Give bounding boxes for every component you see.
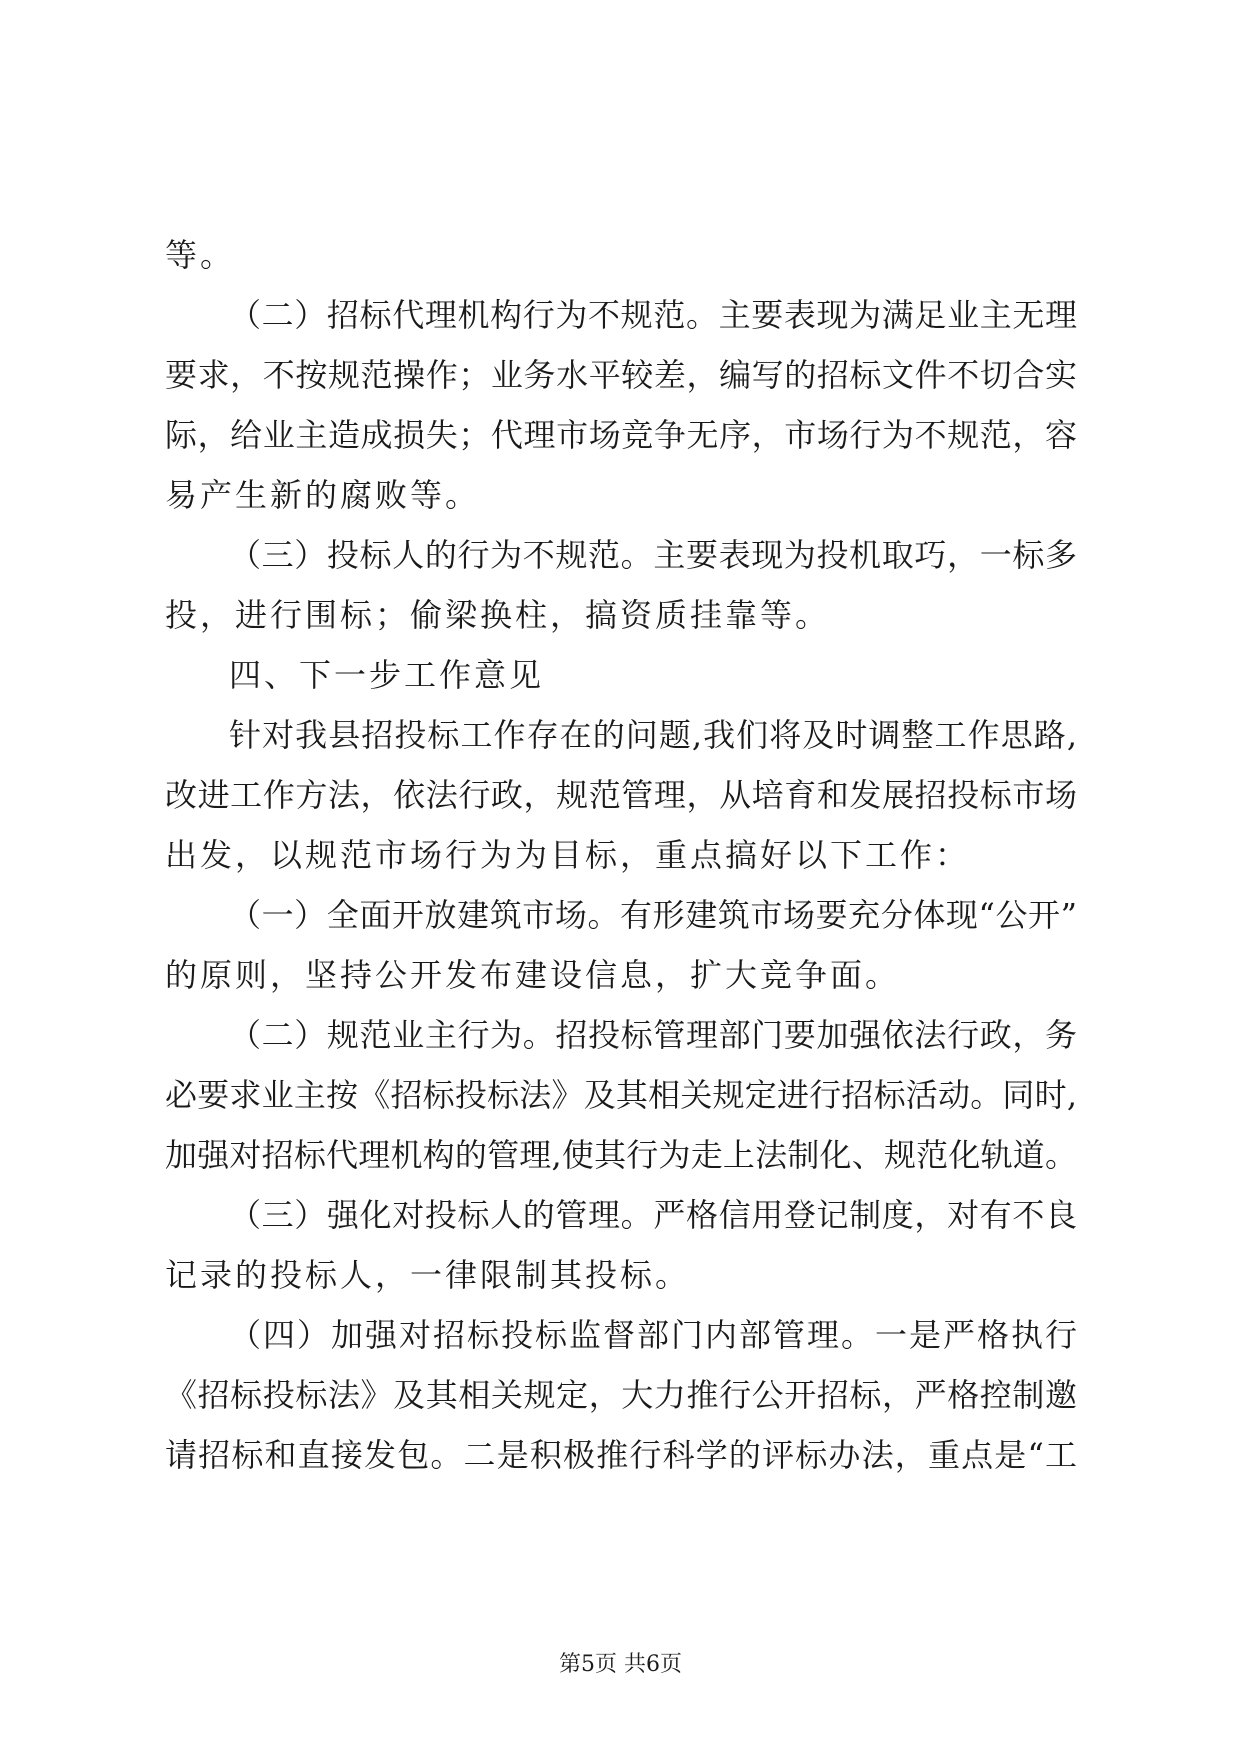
text-line: 记录的投标人，一律限制其投标。 xyxy=(165,1256,691,1294)
text-line: （二）招标代理机构行为不规范。主要表现为满足业主无理 xyxy=(229,296,1077,334)
text-line: （三）投标人的行为不规范。主要表现为投机取巧，一标多 xyxy=(229,536,1077,574)
text-line: （二）规范业主行为。招投标管理部门要加强依法行政，务 xyxy=(229,1016,1077,1054)
page-number-label: 第5页 共6页 xyxy=(559,1652,682,1677)
text-line: 《招标投标法》及其相关规定，大力推行公开招标，严格控制邀 xyxy=(165,1376,1077,1414)
section-heading: 四、下一步工作意见 xyxy=(229,656,545,694)
text-line: 出发，以规范市场行为为目标，重点搞好以下工作： xyxy=(165,836,971,874)
text-line: 加强对招标代理机构的管理,使其行为走上法制化、规范化轨道。 xyxy=(165,1136,1077,1174)
text-line: （三）强化对投标人的管理。严格信用登记制度，对有不良 xyxy=(229,1196,1077,1234)
text-line: 际，给业主造成损失；代理市场竞争无序，市场行为不规范，容 xyxy=(165,416,1077,454)
text-line: 针对我县招投标工作存在的问题,我们将及时调整工作思路, xyxy=(229,716,1077,754)
text-line: 的原则，坚持公开发布建设信息，扩大竞争面。 xyxy=(165,956,901,994)
text-line: 投，进行围标；偷梁换柱，搞资质挂靠等。 xyxy=(165,596,831,634)
text-line: （四）加强对招标投标监督部门内部管理。一是严格执行 xyxy=(229,1316,1077,1354)
text-line: 易产生新的腐败等。 xyxy=(165,476,481,514)
text-line: 等。 xyxy=(165,236,236,274)
text-line: 必要求业主按《招标投标法》及其相关规定进行招标活动。同时, xyxy=(165,1076,1077,1114)
body-text xyxy=(165,225,1077,1485)
text-line: 改进工作方法，依法行政，规范管理，从培育和发展招投标市场 xyxy=(165,776,1077,814)
text-line: （一）全面开放建筑市场。有形建筑市场要充分体现“公开” xyxy=(229,896,1077,934)
page-footer xyxy=(0,1650,1241,1680)
text-line: 请招标和直接发包。二是积极推行科学的评标办法，重点是“工 xyxy=(165,1436,1077,1474)
text-line: 要求，不按规范操作；业务水平较差，编写的招标文件不切合实 xyxy=(165,356,1077,394)
